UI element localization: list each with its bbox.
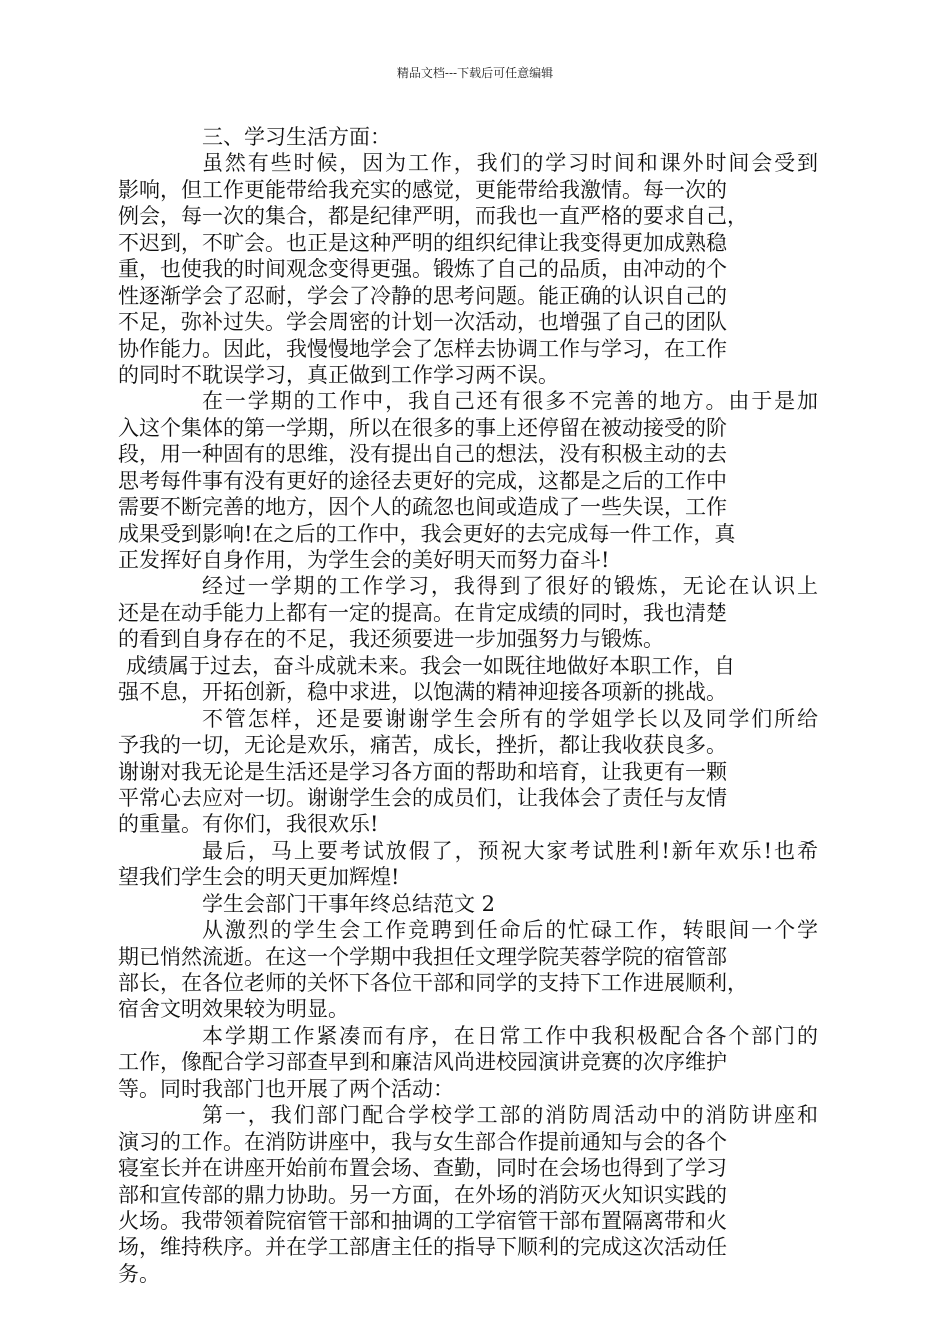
text-line: 思考每件事有没有更好的途径去更好的完成，这都是之后的工作中	[118, 468, 727, 493]
text-line: 部长，在各位老师的关怀下各位干部和同学的支持下工作进展顺利，	[118, 971, 748, 995]
text-line: 从激烈的学生会工作竞聘到任命后的忙碌工作，转眼间一个学	[202, 918, 820, 943]
text-line: 在一学期的工作中，我自己还有很多不完善的地方。由于是加	[202, 389, 820, 414]
text-line: 第一，我们部门配合学校学工部的消防周活动中的消防讲座和	[202, 1103, 820, 1128]
text-line: 正发挥好自身作用，为学生会的美好明天而努力奋斗!	[118, 548, 610, 572]
text-line: 需要不断完善的地方，因个人的疏忽也间或造成了一些失误，工作	[118, 495, 727, 520]
text-line: 不管怎样，还是要谢谢学生会所有的学姐学长以及同学们所给	[202, 706, 820, 731]
text-line: 学生会部门干事年终总结范文 2	[202, 891, 496, 916]
text-line: 三、学习生活方面：	[202, 125, 391, 149]
text-line: 期已悄然流逝。在这一个学期中我担任文理学院芙蓉学院的宿管部	[118, 944, 727, 969]
text-line: 的重量。有你们，我很欢乐!	[118, 812, 379, 837]
text-line: 例会，每一次的集合，都是纪律严明，而我也一直严格的要求自己，	[118, 204, 748, 229]
text-line: 还是在动手能力上都有一定的提高。在肯定成绩的同时，我也清楚	[118, 600, 727, 625]
text-line: 协作能力。因此，我慢慢地学会了怎样去协调工作与学习，在工作	[118, 336, 727, 361]
text-line: 段，用一种固有的思维，没有提出自己的想法，没有积极主动的去	[118, 442, 727, 467]
text-line: 虽然有些时候，因为工作，我们的学习时间和课外时间会受到	[202, 151, 820, 176]
text-line: 不迟到，不旷会。也正是这种严明的组织纪律让我变得更加成熟稳	[118, 230, 727, 255]
text-line: 不足，弥补过失。学会周密的计划一次活动，也增强了自己的团队	[118, 310, 727, 335]
text-line: 部和宣传部的鼎力协助。另一方面，在外场的消防灭火知识实践的	[118, 1182, 727, 1207]
text-line: 经过一学期的工作学习，我得到了很好的锻炼，无论在认识上	[202, 574, 820, 599]
text-line: 寝室长并在讲座开始前布置会场、查勤，同时在会场也得到了学习	[118, 1156, 727, 1181]
text-line: 影响，但工作更能带给我充实的感觉，更能带给我激情。每一次的	[118, 177, 727, 202]
document-body	[118, 124, 818, 1287]
page-header: 精品文档---下载后可任意编辑	[396, 66, 554, 80]
text-line: 场，维持秩序。并在学工部唐主任的指导下顺利的完成这次活动任	[118, 1235, 727, 1260]
text-line: 工作，像配合学习部查早到和廉洁风尚进校园演讲竞赛的次序维护	[118, 1050, 727, 1075]
text-line: 重，也使我的时间观念变得更强。锻炼了自己的品质，由冲动的个	[118, 257, 727, 282]
text-line: 谢谢对我无论是生活还是学习各方面的帮助和培育，让我更有一颗	[118, 759, 727, 784]
text-line: 宿舍文明效果较为明显。	[118, 997, 349, 1022]
text-line: 的看到自身存在的不足，我还须要进一步加强努力与锻炼。	[118, 627, 664, 652]
text-line: 性逐渐学会了忍耐，学会了冷静的思考问题。能正确的认识自己的	[118, 283, 727, 308]
text-line: 本学期工作紧凑而有序，在日常工作中我积极配合各个部门的	[202, 1023, 820, 1048]
text-line: 予我的一切，无论是欢乐，痛苦，成长，挫折，都让我收获良多。	[118, 733, 727, 758]
text-line: 演习的工作。在消防讲座中，我与女生部合作提前通知与会的各个	[118, 1129, 727, 1154]
text-line: 强不息，开拓创新，稳中求进，以饱满的精神迎接各项新的挑战。	[118, 680, 727, 705]
text-line: 务。	[118, 1261, 160, 1286]
text-line: 成绩属于过去，奋斗成就未来。我会一如既往地做好本职工作，自	[126, 653, 735, 678]
text-line: 望我们学生会的明天更加辉煌!	[118, 865, 400, 890]
text-line: 火场。我带领着院宿管干部和抽调的工学宿管干部布置隔离带和火	[118, 1208, 727, 1233]
text-line: 入这个集体的第一学期，所以在很多的事上还停留在被动接受的阶	[118, 415, 727, 440]
text-line: 的同时不耽误学习，真正做到工作学习两不误。	[118, 362, 559, 387]
text-line: 平常心去应对一切。谢谢学生会的成员们，让我体会了责任与友情	[118, 785, 727, 810]
text-line: 成果受到影响!在之后的工作中，我会更好的去完成每一件工作，真	[118, 521, 736, 546]
text-line: 等。同时我部门也开展了两个活动：	[118, 1076, 454, 1101]
text-line: 最后，马上要考试放假了，预祝大家考试胜利!新年欢乐!也希	[202, 838, 820, 863]
